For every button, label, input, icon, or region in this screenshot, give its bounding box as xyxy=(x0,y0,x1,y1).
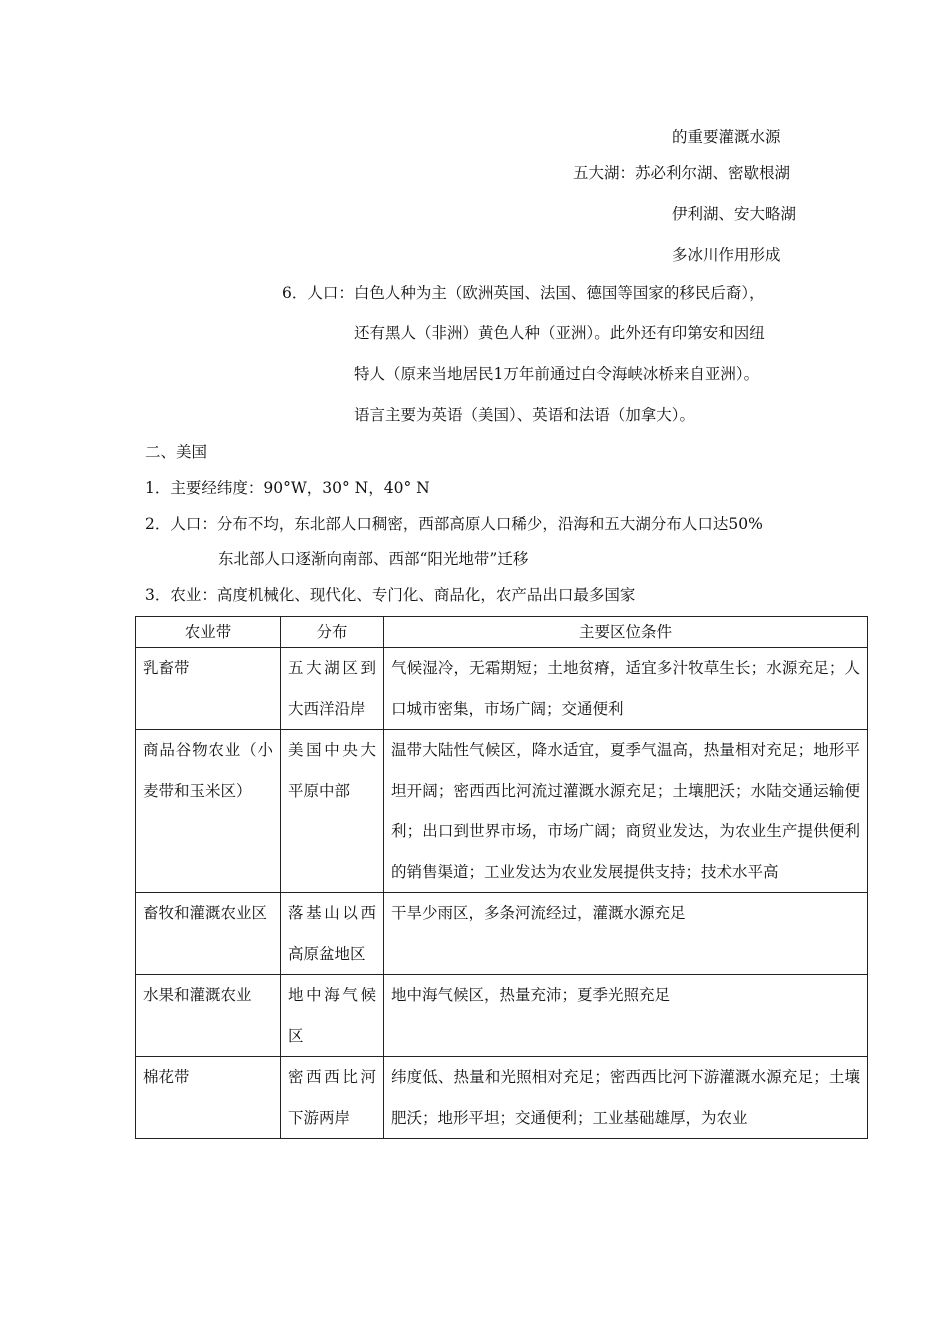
text-line: 伊利湖、安大略湖 xyxy=(672,205,797,223)
table-cell: 落基山以西高原盆地区 xyxy=(281,893,384,975)
table-row xyxy=(136,975,868,1057)
table-cell: 密西西比河下游两岸 xyxy=(281,1057,384,1139)
table-cell: 五大湖区到大西洋沿岸 xyxy=(281,648,384,730)
table-row xyxy=(136,893,868,975)
agriculture-table xyxy=(135,616,868,1139)
table-cell: 地中海气候区 xyxy=(281,975,384,1057)
table-cell: 温带大陆性气候区，降水适宜，夏季气温高，热量相对充足；地形平坦开阔；密西西比河流过灌溉水源充足；土壤肥沃；水陆交通运输便利；出口到世界市场，市场广阔；商贸业发达，为农业生产提供便利的销售渠道；工业发达为农业发展提供支持；技术水平高 xyxy=(384,730,868,893)
table-header-row xyxy=(136,617,868,648)
table-cell: 气候湿冷，无霜期短；土地贫瘠，适宜多汁牧草生长；水源充足；人口城市密集，市场广阔；交通便利 xyxy=(384,648,868,730)
text-line: 6．人口：白色人种为主（欧洲英国、法国、德国等国家的移民后裔）， xyxy=(282,284,765,302)
table-row xyxy=(136,648,868,730)
text-line: 还有黑人（非洲）黄色人种（亚洲）。此外还有印第安和因纽 xyxy=(354,324,765,342)
table-cell: 纬度低、热量和光照相对充足；密西西比河下游灌溉水源充足；土壤肥沃；地形平坦；交通便利；工业基础雄厚，为农业 xyxy=(384,1057,868,1139)
header-cell: 农业带 xyxy=(136,617,281,648)
table-row xyxy=(136,730,868,893)
text-line: 1．主要经纬度：90°W，30° N，40° N xyxy=(145,479,430,497)
text-line: 多冰川作用形成 xyxy=(672,246,781,264)
table-cell: 美国中央大平原中部 xyxy=(281,730,384,893)
table-cell: 商品谷物农业（小麦带和玉米区） xyxy=(136,730,281,893)
table-cell: 乳畜带 xyxy=(136,648,281,730)
header-cell: 分布 xyxy=(281,617,384,648)
table-row xyxy=(136,1057,868,1139)
table-cell: 畜牧和灌溉农业区 xyxy=(136,893,281,975)
section-heading: 二、美国 xyxy=(145,443,208,461)
text-line: 2．人口：分布不均，东北部人口稠密，西部高原人口稀少，沿海和五大湖分布人口达50% xyxy=(145,515,763,533)
text-line: 语言主要为英语（美国）、英语和法语（加拿大）。 xyxy=(354,406,696,424)
table-cell: 干旱少雨区，多条河流经过，灌溉水源充足 xyxy=(384,893,868,975)
text-line: 东北部人口逐渐向南部、西部“阳光地带”迁移 xyxy=(218,550,529,568)
header-cell: 主要区位条件 xyxy=(384,617,868,648)
table-cell: 地中海气候区，热量充沛；夏季光照充足 xyxy=(384,975,868,1057)
text-line: 五大湖：苏必利尔湖、密歇根湖 xyxy=(573,164,791,182)
text-line: 3．农业：高度机械化、现代化、专门化、商品化，农产品出口最多国家 xyxy=(145,586,636,604)
text-line: 特人（原来当地居民1万年前通过白令海峡冰桥来自亚洲）。 xyxy=(354,365,760,383)
table-cell: 水果和灌溉农业 xyxy=(136,975,281,1057)
table-cell: 棉花带 xyxy=(136,1057,281,1139)
text-line: 的重要灌溉水源 xyxy=(672,128,781,146)
